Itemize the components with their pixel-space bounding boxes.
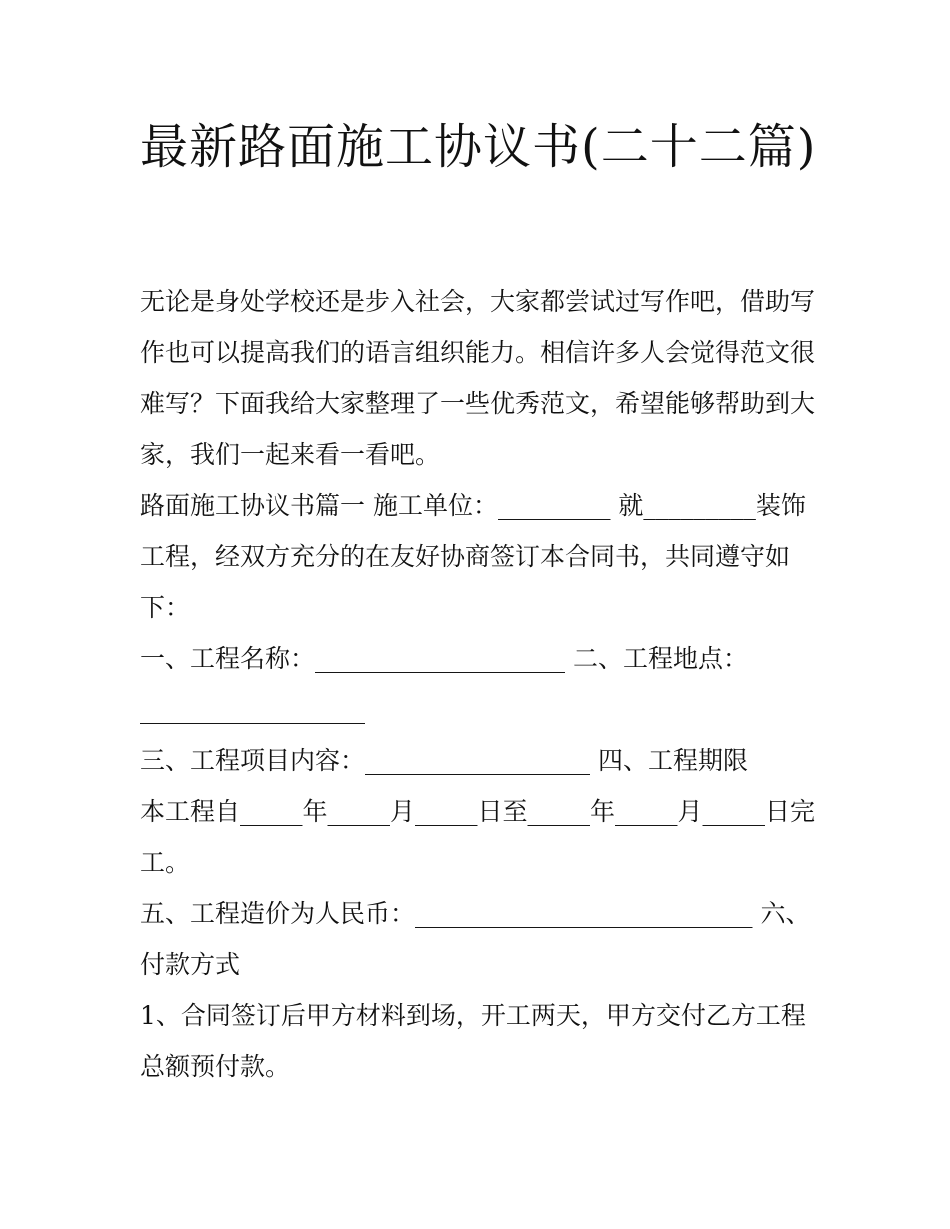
document-title: 最新路面施工协议书(二十二篇) <box>140 119 817 175</box>
project-name-location-paragraph: 一、工程名称：____________________ 二、工程地点：__________________ <box>140 644 748 724</box>
project-duration-paragraph: 本工程自_____年_____月_____日至_____年_____月_____日完工。 <box>140 797 816 877</box>
intro-paragraph: 无论是身处学校还是步入社会，大家都尝试过写作吧，借助写作也可以提高我们的语言组织能力。相信许多人会觉得范文很难写？下面我给大家整理了一些优秀范文，希望能够帮助到大家，我们一起来看一看吧。 <box>140 287 816 469</box>
project-content-period-paragraph: 三、工程项目内容：__________________ 四、工程期限 <box>140 746 748 775</box>
agreement-intro-paragraph: 路面施工协议书篇一 施工单位：_________ 就_________装饰工程，经双方充分的在友好协商签订本合同书，共同遵守如下： <box>140 491 806 622</box>
payment-term-paragraph: 1、合同签订后甲方材料到场，开工两天，甲方交付乙方工程总额预付款。 <box>140 1001 806 1081</box>
document-body <box>140 276 820 1092</box>
project-cost-paragraph: 五、工程造价为人民币：___________________________ 六、付款方式 <box>140 899 811 979</box>
